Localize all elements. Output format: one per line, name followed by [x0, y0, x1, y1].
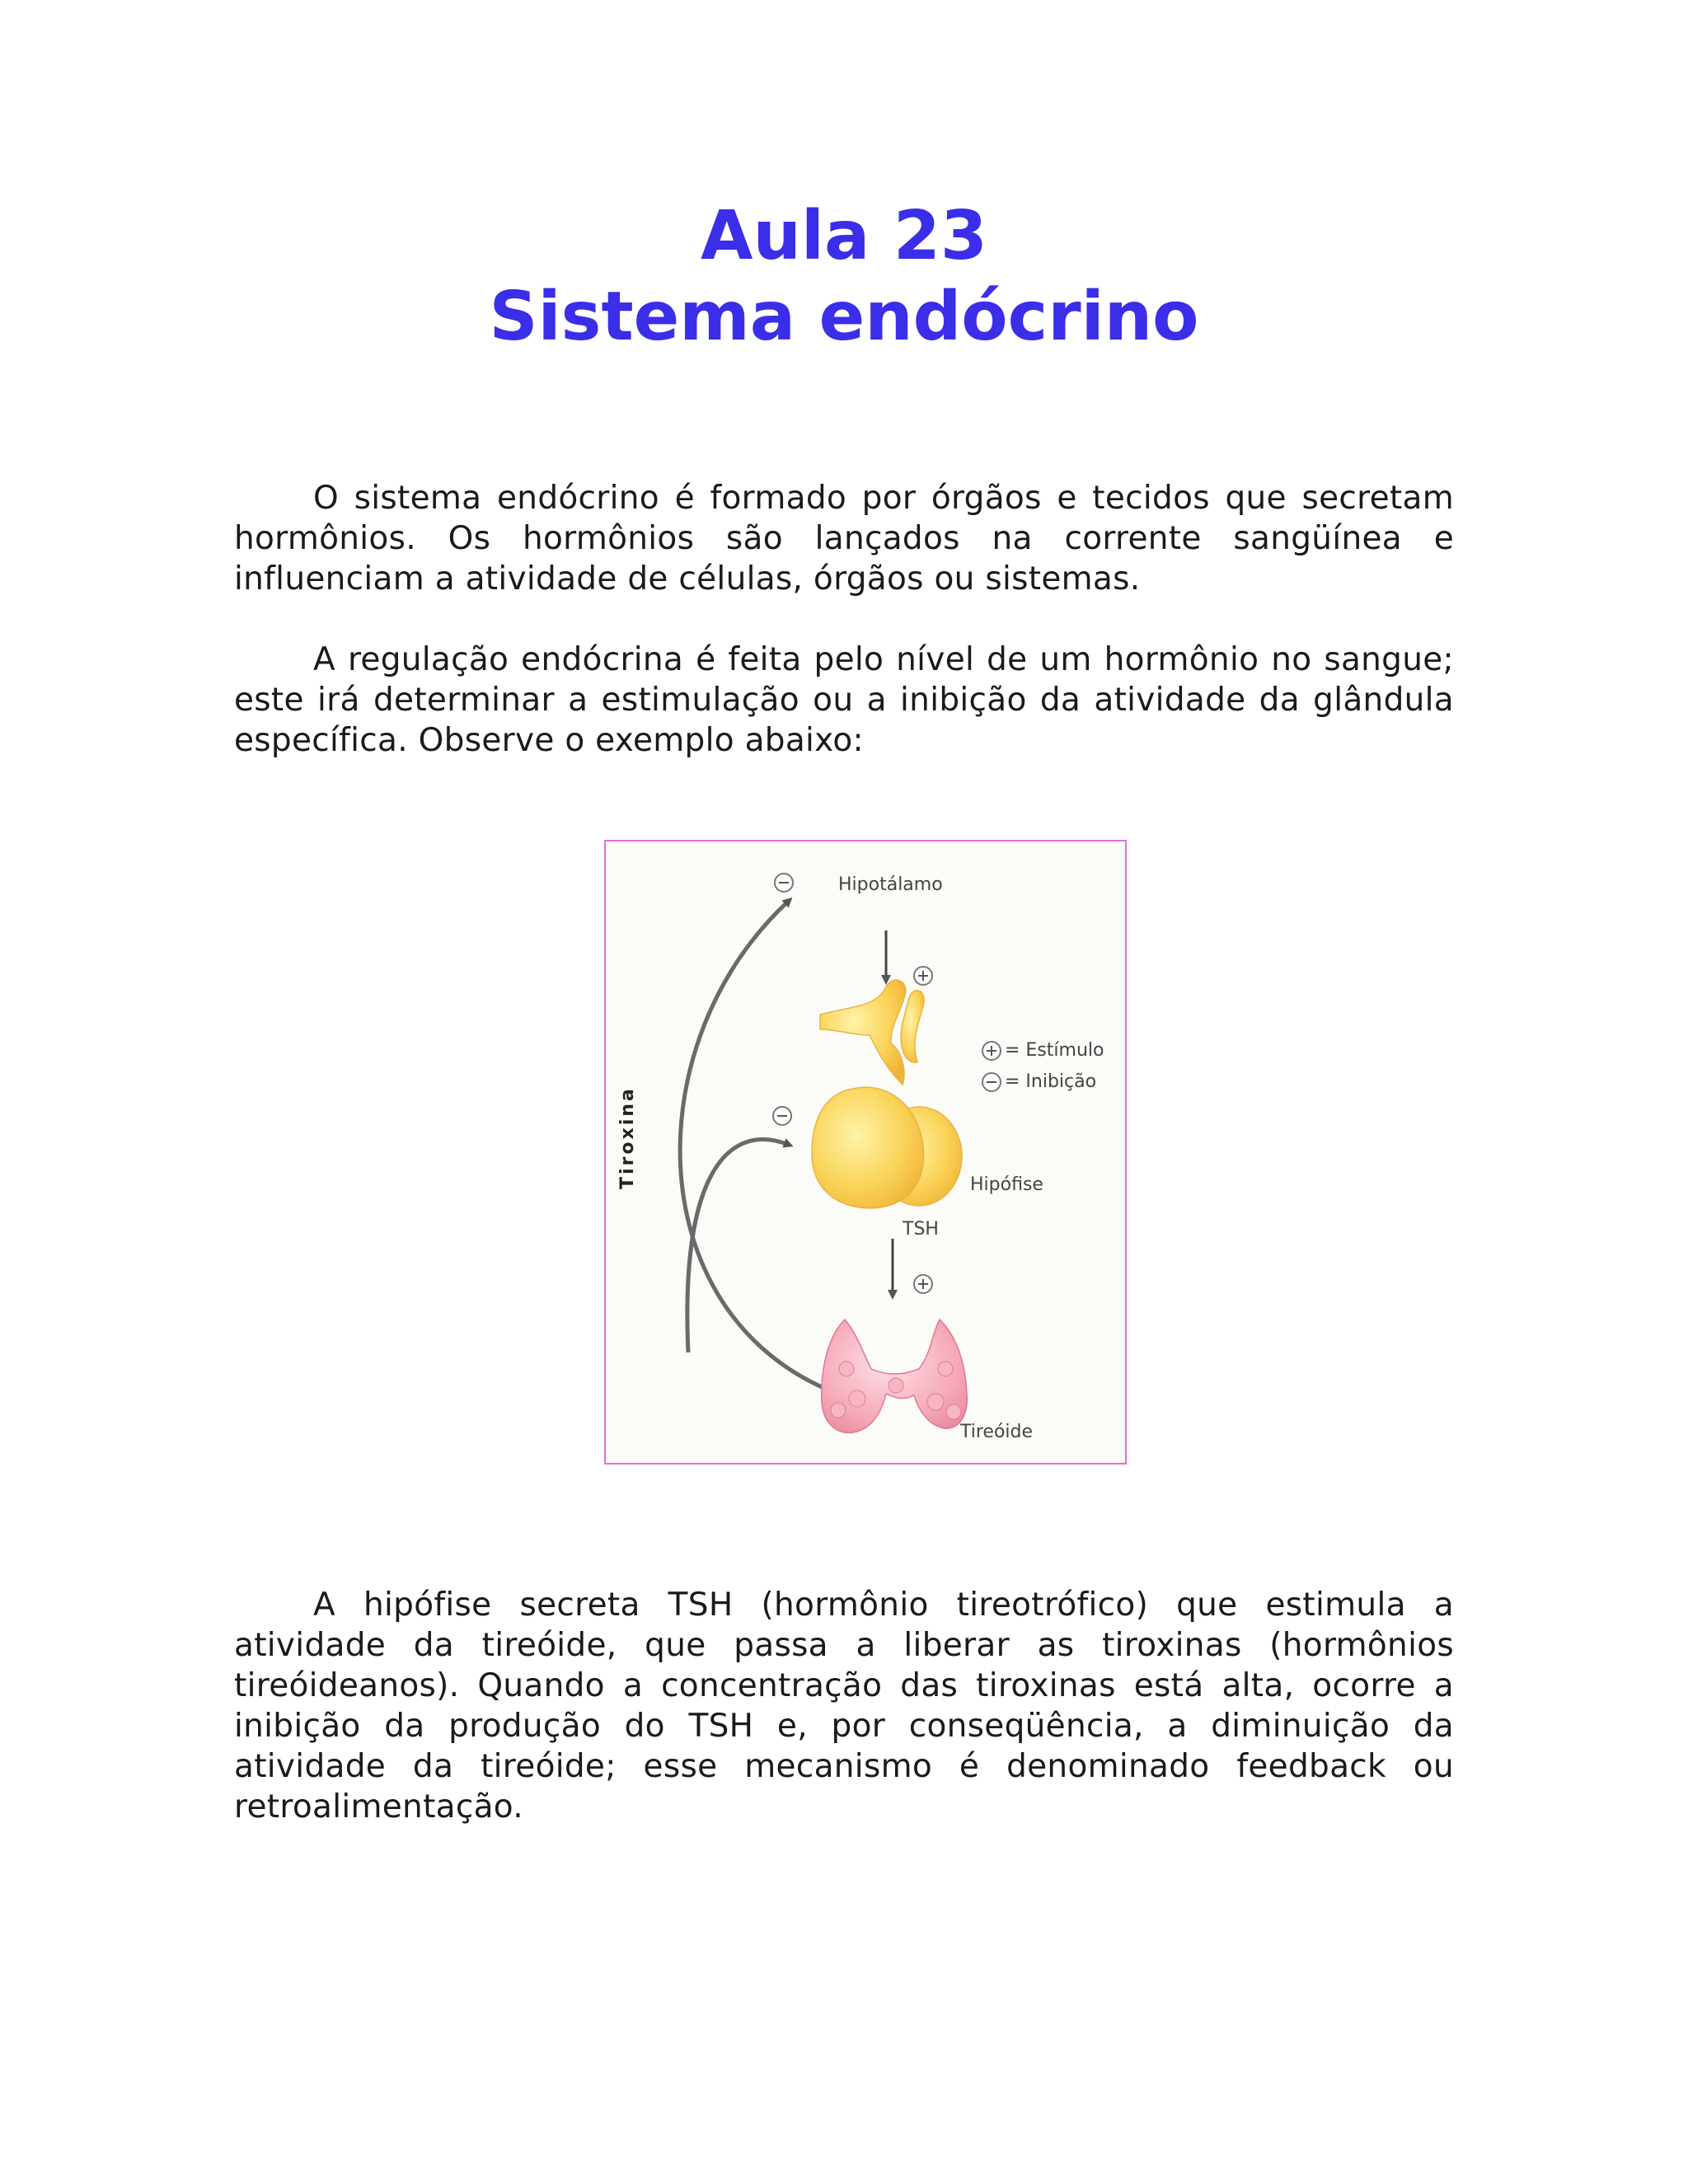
paragraph-regulation: A regulação endócrina é feita pelo nível de um hormônio no sangue; este irá determinar a estimulação ou a inibição da atividade da glândula específica. Observe o exemplo abaixo: [234, 641, 1454, 759]
label-hipotalamo: Hipotálamo [838, 874, 943, 895]
label-tiroxina: Tiroxina [617, 1086, 638, 1189]
feedback-diagram [604, 840, 1127, 1465]
diagram-graphics [606, 841, 1125, 1463]
label-tsh: TSH [903, 1219, 939, 1240]
paragraph-intro: O sistema endócrino é formado por órgãos e tecidos que secretam hormônios. Os hormônios são lançados na corrente sangüínea e influenciam a atividade de células, órgãos ou sistemas. [234, 480, 1454, 598]
paragraph-feedback: A hipófise secreta TSH (hormônio tireotrófico) que estimula a atividade da tireóide, que passa a liberar as tiroxinas (hormônios tireóideanos). Quando a concentração das tiroxinas está alta, ocorre a inibição da produção do TSH e, por conseqüência, a diminuição da atividade da tireóide; esse mecanismo é denominado feedback ou retroalimentação. [234, 1586, 1454, 1825]
title-line-1: Aula 23 [701, 197, 987, 275]
hipofise-gland [812, 980, 962, 1208]
label-tireoide: Tireóide [960, 1422, 1034, 1442]
label-estimulo: = Estímulo [1005, 1040, 1104, 1061]
label-hipofise: Hipófise [970, 1174, 1043, 1195]
tiroxina-arrow-long [680, 901, 822, 1387]
label-inibicao: = Inibição [1005, 1071, 1097, 1092]
title-line-2: Sistema endócrino [489, 278, 1199, 356]
tireoide-gland [822, 1319, 968, 1433]
page-title [0, 196, 1688, 358]
